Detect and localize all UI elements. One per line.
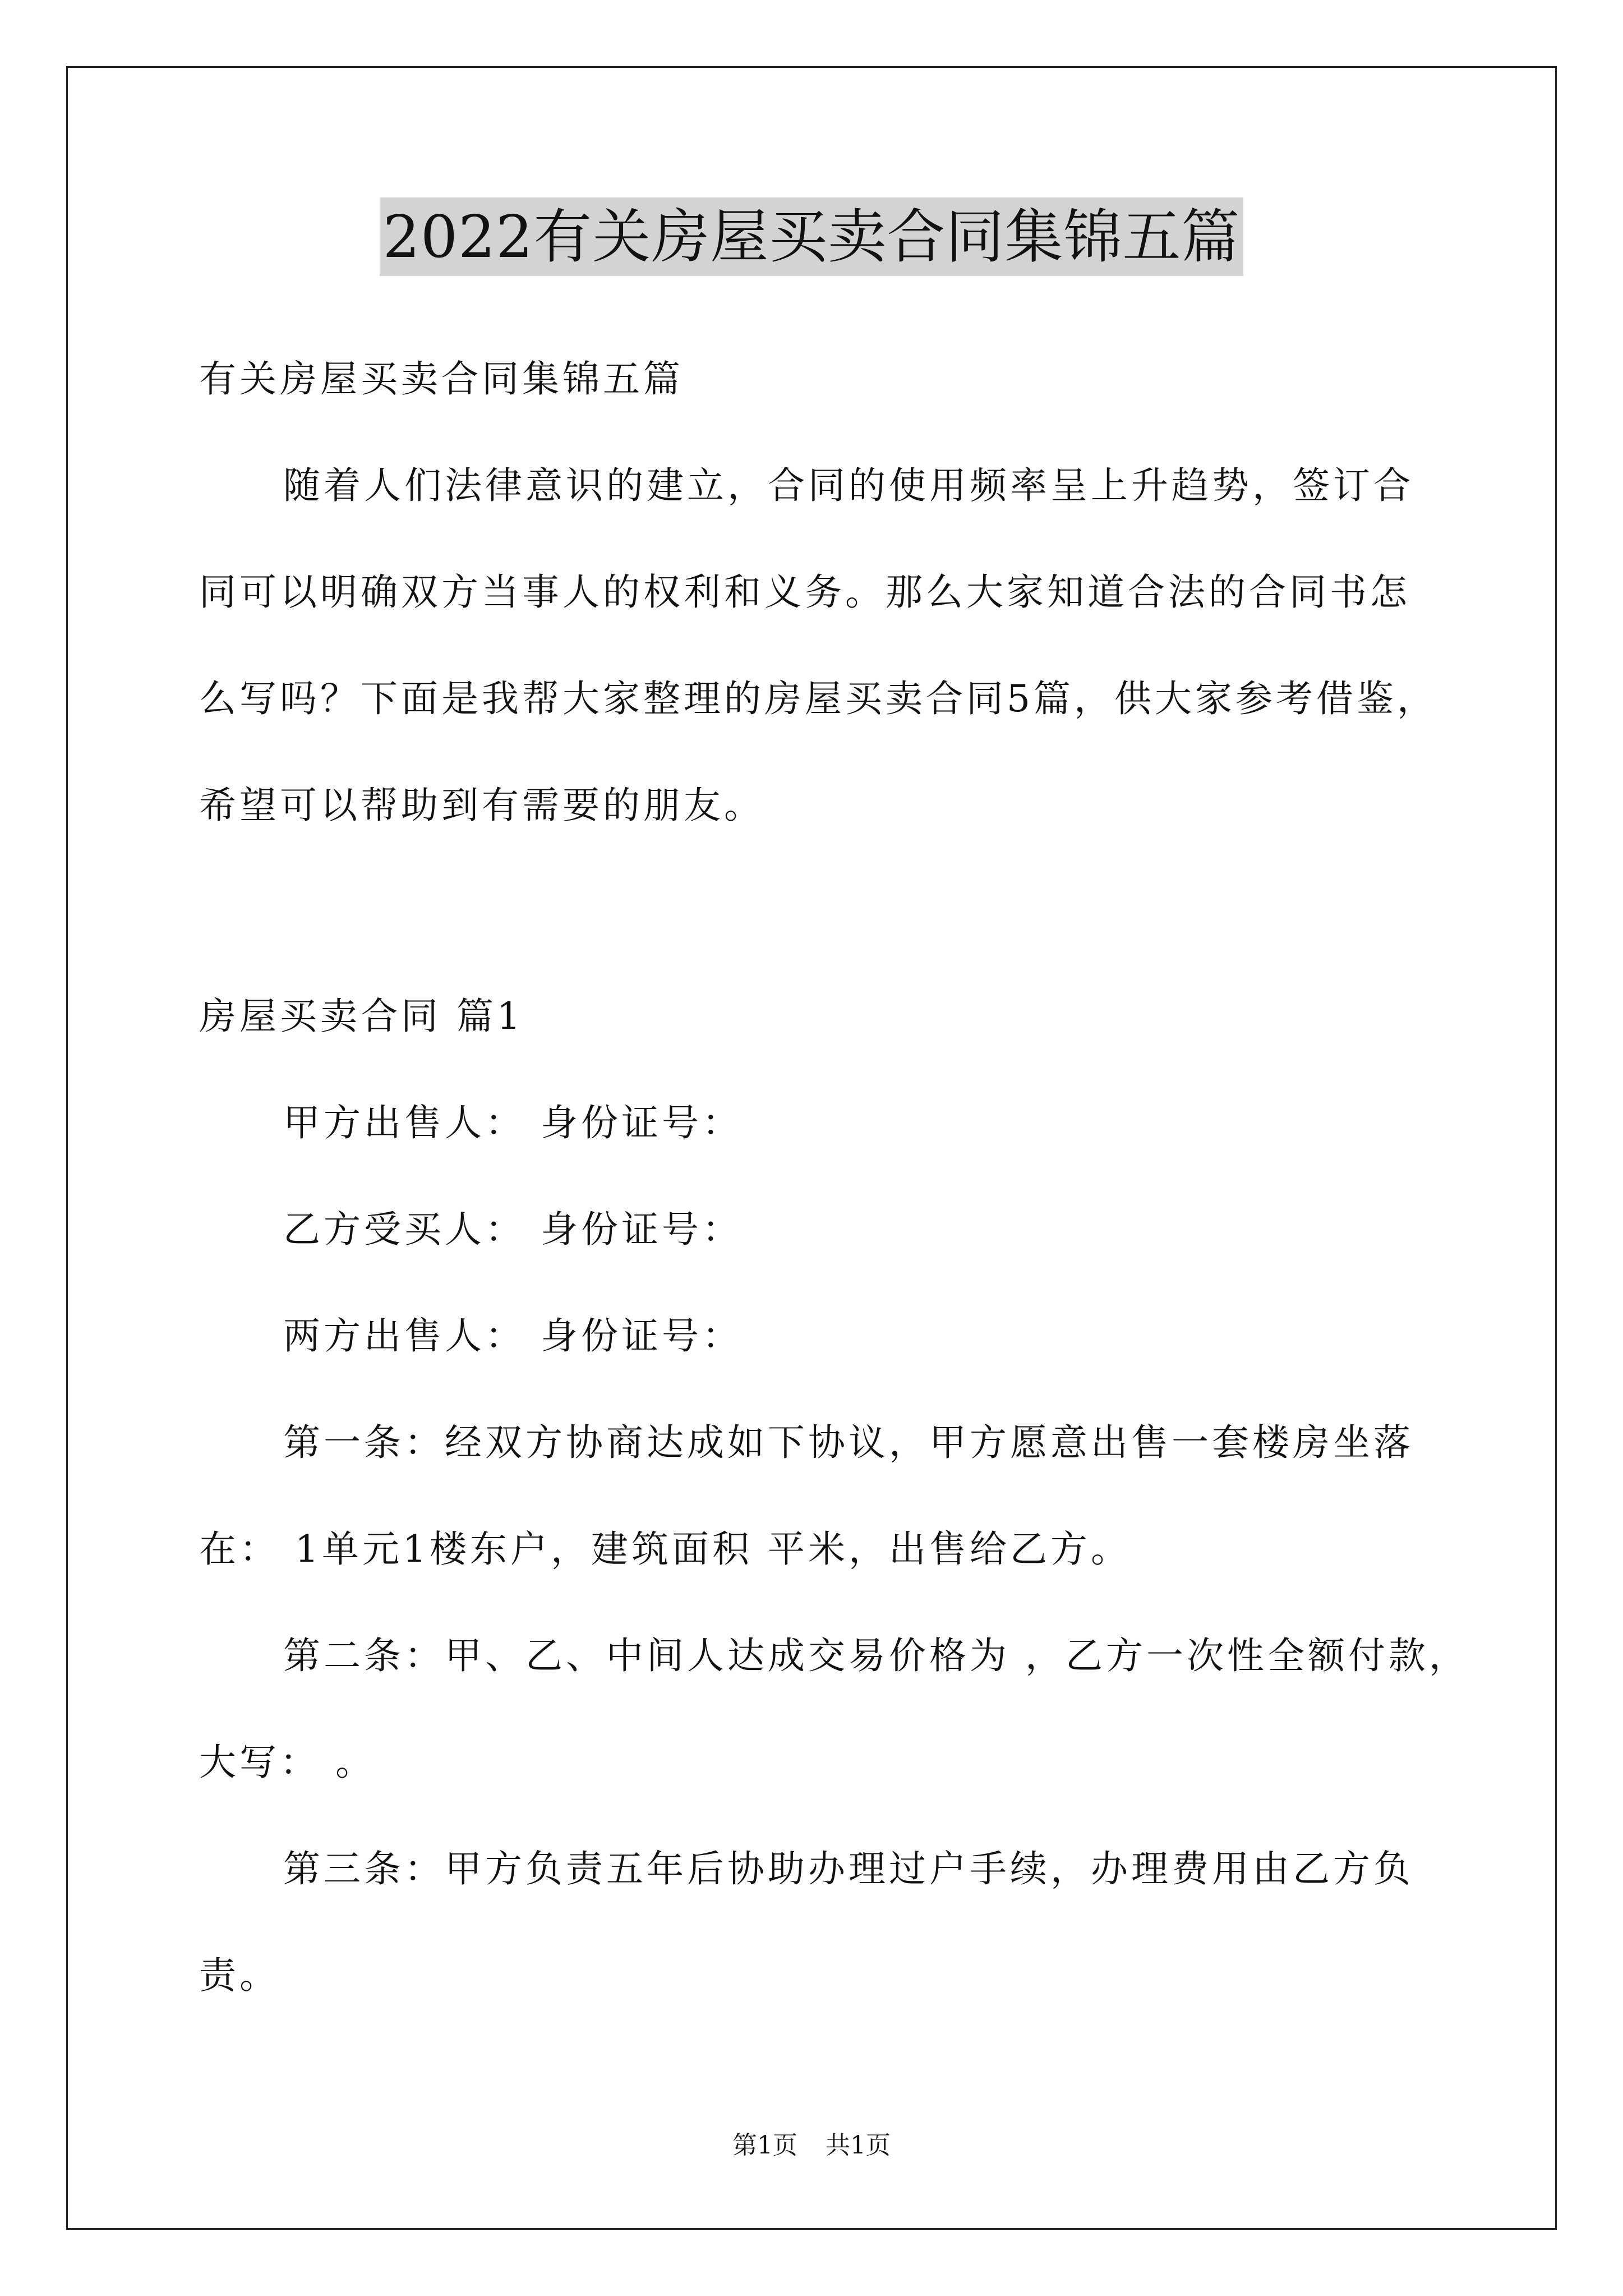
article-1-line-1: 第一条：经双方协商达成如下协议，甲方愿意出售一套楼房坐落 (283, 1421, 1414, 1464)
title-container (0, 197, 1623, 276)
article-1-line-2: 在： 1单元1楼东户，建筑面积 平米，出售给乙方。 (199, 1527, 1131, 1571)
page-number-total: 共1页 (826, 2131, 891, 2160)
document-title: 2022有关房屋买卖合同集锦五篇 (380, 197, 1244, 276)
document-subtitle: 有关房屋买卖合同集锦五篇 (199, 357, 684, 401)
section-heading: 房屋买卖合同 篇1 (199, 995, 524, 1038)
article-3-line-2: 责。 (199, 1954, 280, 1997)
intro-line-1: 随着人们法律意识的建立，合同的使用频率呈上升趋势，签订合 (283, 464, 1414, 507)
page-footer (0, 2129, 1623, 2162)
article-2-line-2: 大写： 。 (199, 1741, 376, 1784)
article-2-line-1: 第二条：甲、乙、中间人达成交易价格为 ，乙方一次性全额付款， (283, 1634, 1469, 1677)
intro-line-2: 同可以明确双方当事人的权利和义务。那么大家知道合法的合同书怎 (199, 570, 1410, 614)
intro-line-4: 希望可以帮助到有需要的朋友。 (199, 784, 764, 827)
party-buyer-line: 乙方受买人： 身份证号： (283, 1208, 743, 1251)
intro-line-3: 么写吗？下面是我帮大家整理的房屋买卖合同5篇，供大家参考借鉴， (199, 677, 1437, 720)
article-3-line-1: 第三条：甲方负责五年后协助办理过户手续，办理费用由乙方负 (283, 1847, 1414, 1890)
party-seller-line: 甲方出售人： 身份证号： (283, 1101, 743, 1144)
page-number-current: 第1页 (732, 2131, 797, 2160)
party-third-line: 两方出售人： 身份证号： (283, 1314, 743, 1358)
